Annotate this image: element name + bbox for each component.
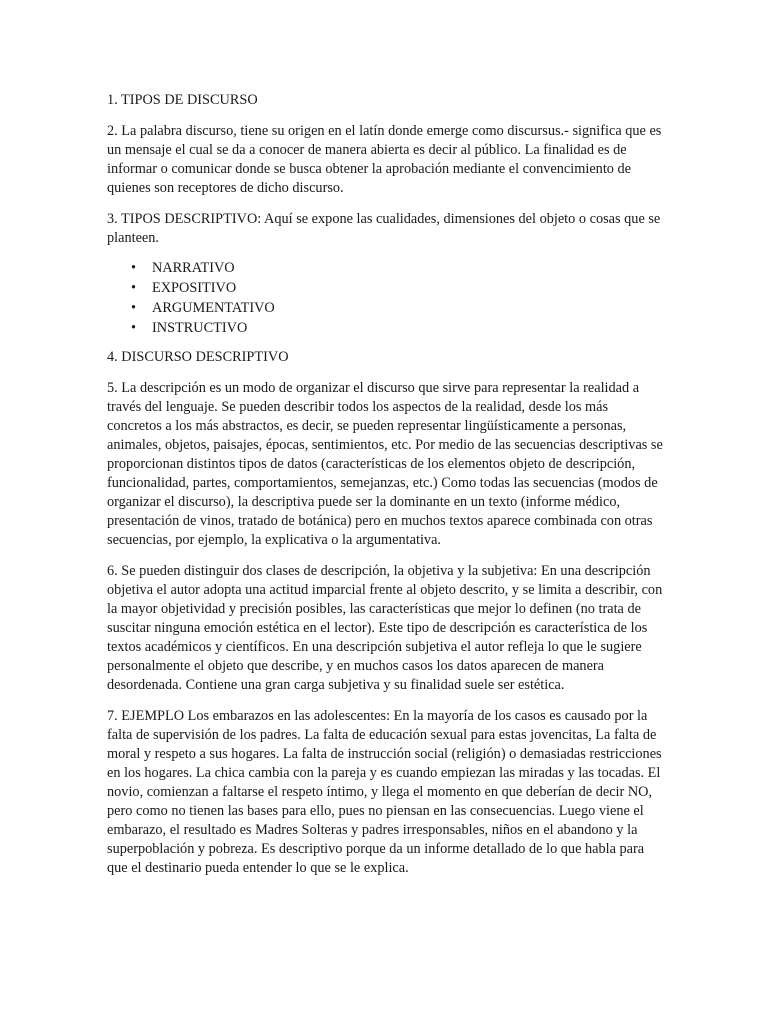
bullet-icon: •: [131, 280, 137, 296]
list-item: [107, 298, 663, 318]
heading-discurso-descriptivo: 4. DISCURSO DESCRIPTIVO: [107, 349, 289, 365]
heading-tipos-de-discurso: 1. TIPOS DE DISCURSO: [107, 92, 258, 108]
document-page: [107, 91, 663, 890]
bullet-icon: •: [131, 260, 137, 276]
list-item-label: NARRATIVO: [152, 260, 235, 276]
list-item-label: EXPOSITIVO: [152, 280, 237, 296]
list-item-label: ARGUMENTATIVO: [152, 300, 275, 316]
paragraph-6: 6. Se pueden distinguir dos clases de descripción, la objetiva y la subjetiva: En una descripción objetiva el autor adopta una actitud imparcial frente al objeto descrito, y se limita a describir, con la mayor objetividad y precisión posibles, las características que mejor lo definen (no trata de suscitar ninguna emoción estética en el lector). Este tipo de descripción es característica de los textos académicos y científicos. En una descripción subjetiva el autor refleja lo que le sugiere personalmente el objeto que describe, y en muchos casos los datos aparecen de manera desordenada. Contiene una gran carga subjetiva y su finalidad suele ser estética.: [107, 563, 663, 693]
list-item-label: INSTRUCTIVO: [152, 320, 248, 336]
paragraph-7: 7. EJEMPLO Los embarazos en las adolescentes: En la mayoría de los casos es causado por la falta de supervisión de los padres. La falta de educación sexual para estas jovencitas, La falta de moral y respeto a sus hogares. La falta de instrucción social (religión) o demasiadas restricciones en los hogares. La chica cambia con la pareja y es cuando empiezan las miradas y las tocadas. El novio, comienzan a faltarse el respeto íntimo, y llega el momento en que deberían de decir NO, pero como no tienen las bases para ello, pues no piensan en las consecuencias. Luego viene el embarazo, el resultado es Madres Solteras y padres irresponsables, niños en el abandono y la superpoblación y pobreza. Es descriptivo porque da un informe detallado de lo que habla para que el destinario pueda entender lo que se le explica.: [107, 708, 662, 876]
list-item: [107, 258, 663, 278]
list-item: [107, 318, 663, 338]
paragraph-2: 2. La palabra discurso, tiene su origen en el latín donde emerge como discursus.- significa que es un mensaje el cual se da a conocer de manera abierta es decir al público. La finalidad es de informar o comunicar donde se busca obtener la aprobación mediante el convencimiento de quienes son receptores de dicho discurso.: [107, 123, 662, 196]
bullet-list: [107, 258, 663, 338]
bullet-icon: •: [131, 300, 137, 316]
paragraph-3: 3. TIPOS DESCRIPTIVO: Aquí se expone las cualidades, dimensiones del objeto o cosas que se planteen.: [107, 211, 661, 246]
paragraph-5: 5. La descripción es un modo de organizar el discurso que sirve para representar la realidad a través del lenguaje. Se pueden describir todos los aspectos de la realidad, desde los más concretos a los más abstractos, es decir, se pueden representar lingüísticamente a personas, animales, objetos, paisajes, épocas, sentimientos, etc. Por medio de las secuencias descriptivas se proporcionan distintos tipos de datos (características de los elementos objeto de descripción, funcionalidad, partes, comportamientos, semejanzas, etc.) Como todas las secuencias (modos de organizar el discurso), la descriptiva puede ser la dominante en un texto (informe médico, presentación de vinos, tratado de botánica) pero en muchos textos aparece combinada con otras secuencias, por ejemplo, la explicativa o la argumentativa.: [107, 380, 663, 548]
bullet-icon: •: [131, 320, 137, 336]
list-item: [107, 278, 663, 298]
